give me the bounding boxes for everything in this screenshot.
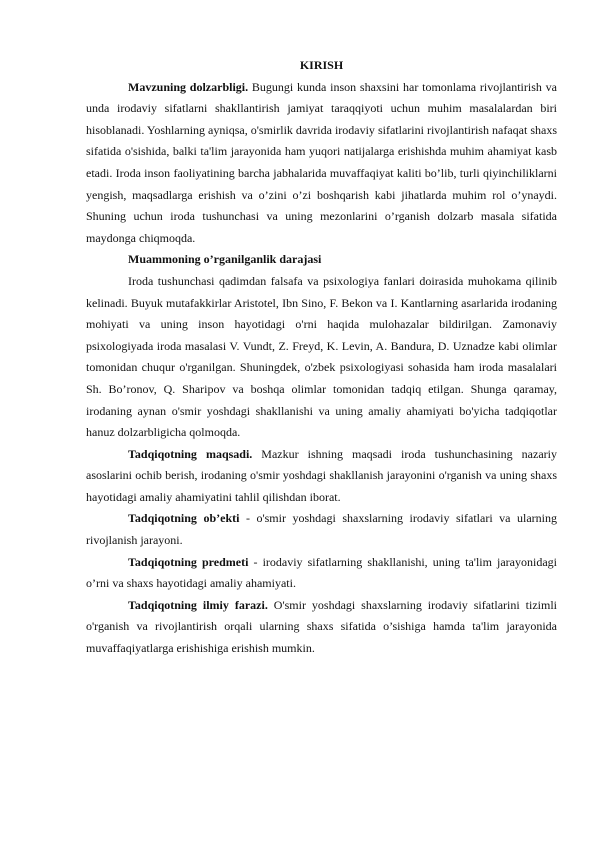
paragraph-label: Tadqiqotning predmeti xyxy=(128,554,249,569)
paragraph-text: - irodaviy sifatlarning shakllanishi, uning ta'lim jarayonidagi o’rni va shaxs hayotidagi amaliy ahamiyati. xyxy=(86,554,557,591)
paragraph-relevance xyxy=(86,77,557,250)
paragraph-text: O'smir yoshdagi shaxslarning irodaviy sifatlarini tizimli o'rganish va rivojlantirish orqali ularning shaxs sifatida o’sishiga hamda ta'lim jarayonida muvaffaqiyatlarga erishishiga erishish mumkin. xyxy=(86,597,557,656)
paragraph-hypothesis xyxy=(86,595,557,660)
paragraph-label: Mavzuning dolzarbligi. xyxy=(128,79,249,94)
paragraph-literature xyxy=(86,271,557,444)
section-heading xyxy=(86,249,557,271)
page-title: KIRISH xyxy=(299,58,344,72)
paragraph-label: Tadqiqotning ilmiy farazi. xyxy=(128,597,268,612)
paragraph-subject xyxy=(86,552,557,595)
paragraph-label: Tadqiqotning maqsadi. xyxy=(128,446,253,461)
paragraph-text: Bugungi kunda inson shaxsini har tomonlama rivojlantirish va unda irodaviy sifatlarni shakllantirish jamiyat taraqqiyoti uchun muhim masalalardan biri hisoblanadi. Yoshlarning ayniqsa, o'smirlik davrida irodaviy sifatlarini rivojlantirish nafaqat shaxs sifatida o'sishida, balki ta'lim jarayonida ham yuqori natijalarga erishishda muhim ahamiyat kasb etadi. Iroda inson faoliyatining barcha jabhalarida muvaffaqiyat kaliti bo’lib, turli qiyinchiliklarni yengish, maqsadlarga erishish va o’zini o’zi boshqarish kabi jihatlarda muhim rol o’ynaydi. Shuning uchun iroda tushunchasi va uning mezonlarini o’rganish dolzarb masala sifatida maydonga chiqmoqda. xyxy=(86,79,557,245)
paragraph-goal xyxy=(86,444,557,509)
paragraph-label: Tadqiqotning ob’ekti xyxy=(128,511,240,526)
paragraph-text: Iroda tushunchasi qadimdan falsafa va psixologiya fanlari doirasida muhokama qilinib kelinadi. Buyuk mutafakkirlar Aristotel, Ibn Sino, F. Bekon va I. Kantlarning asarlarida irodaning mohiyati va uning inson hayotidagi o'rni haqida mulohazalar bildirilgan. Zamonaviy psixologiyada iroda masalasi V. Vundt, Z. Freyd, K. Levin, A. Bandura, D. Uznadze kabi olimlar tomonidan chuqur o'rganilgan. Shuningdek, o'zbek psixologiyasi sohasida ham iroda masalalari Sh. Bo’ronov, Q. Sharipov va boshqa olimlar tomonidan tadqiq etilgan. Shunga qaramay, irodaning aynan o'smir yoshdagi shakllanishi va uning amaliy ahamiyati bo'yicha tadqiqotlar hanuz dolzarbligicha qolmoqda. xyxy=(86,273,557,440)
section-heading-label: Muammoning o’rganilganlik darajasi xyxy=(128,252,322,267)
paragraph-object xyxy=(86,508,557,551)
paragraph-text: - o'smir yoshdagi shaxslarning irodaviy sifatlari va ularning rivojlanish jarayoni. xyxy=(86,511,557,548)
paragraph-text: Mazkur ishning maqsadi iroda tushunchasining nazariy asoslarini ochib berish, irodaning o'smir yoshdagi shakllanish jarayonini o'rganish va uning shaxs hayotidagi amaliy ahamiyatini tahlil qilishdan iborat. xyxy=(86,446,557,504)
